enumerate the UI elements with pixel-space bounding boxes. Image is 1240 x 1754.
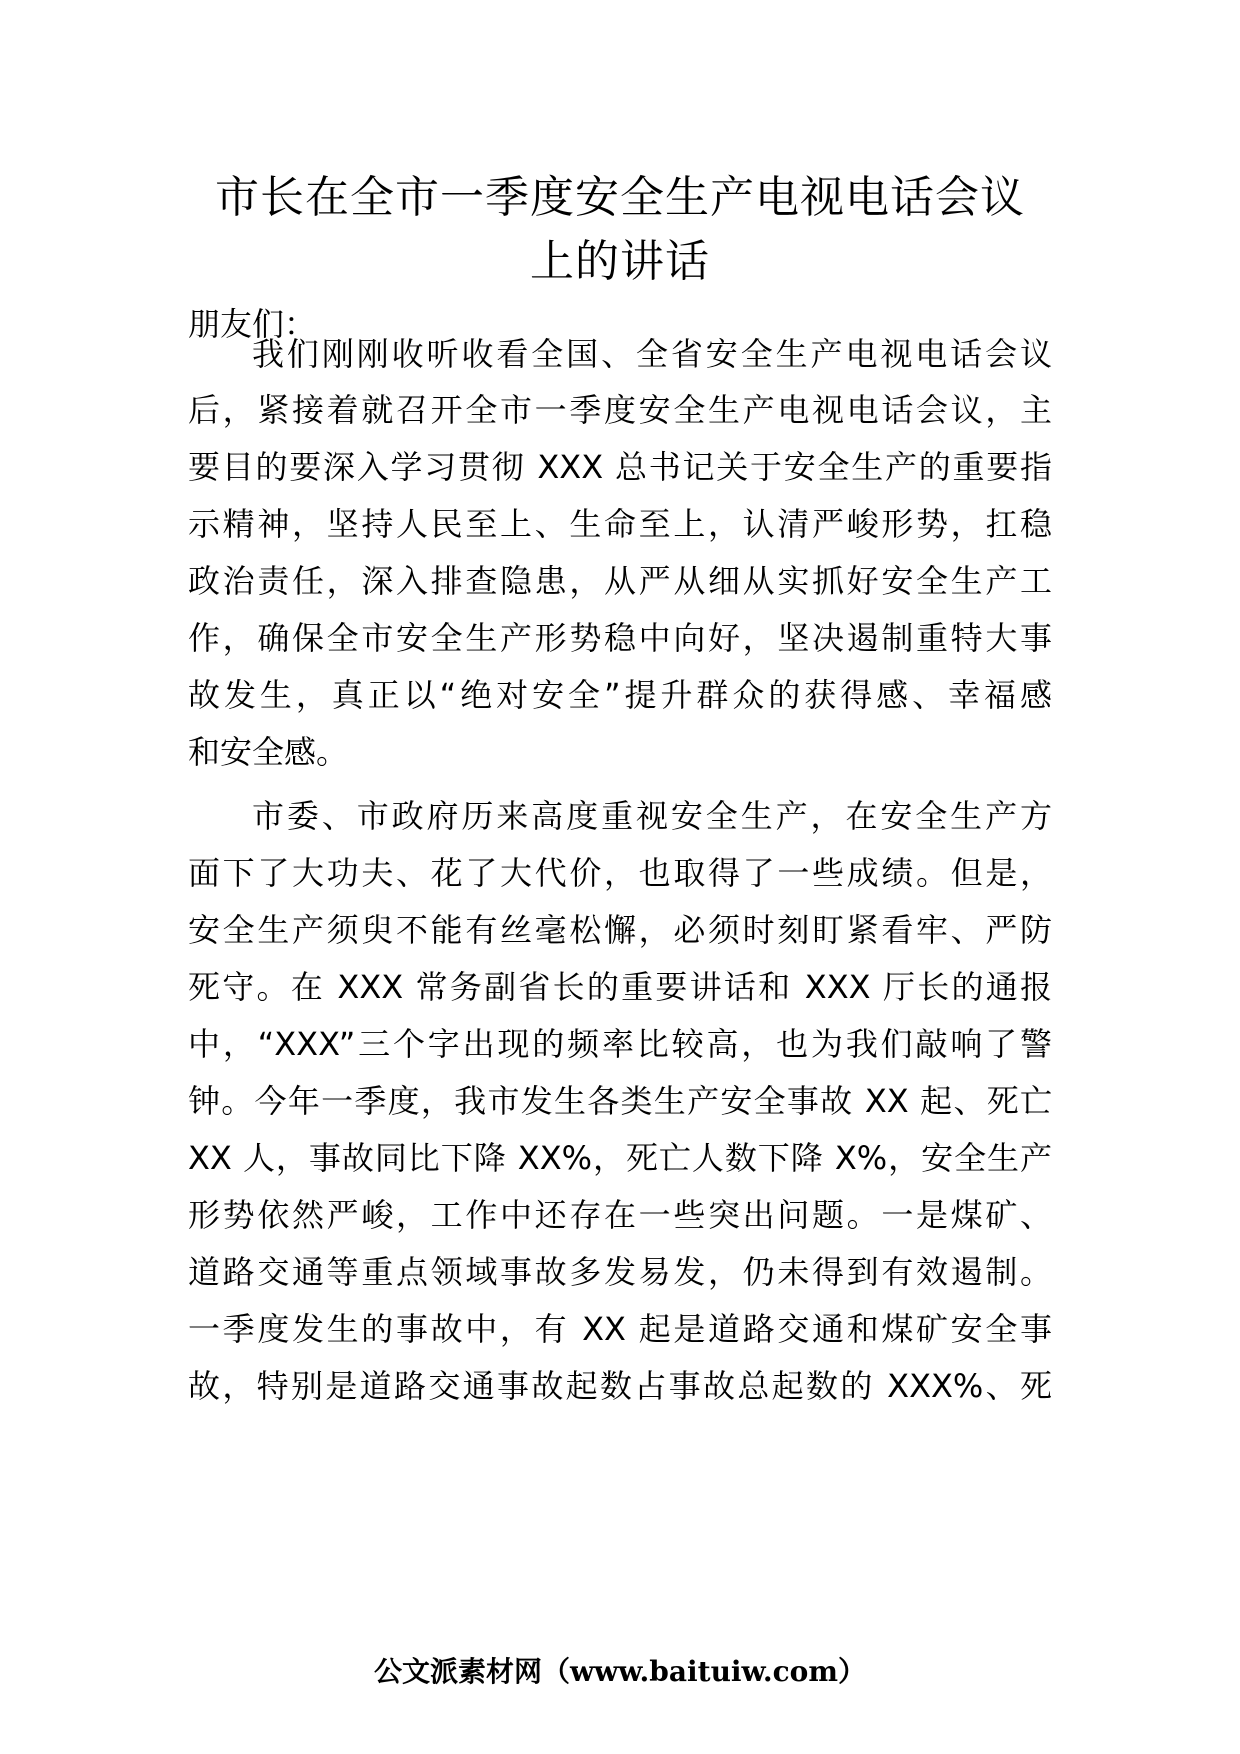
document-title-line-1: 市长在全市一季度安全生产电视电话会议 [215,172,1025,223]
paragraph-1-line-1: 我们刚刚收听收看全国、全省安全生产电视电话会议 [252,335,1052,373]
document-title-line-2: 上的讲话 [530,236,710,287]
paragraph-2-line-7: XX 人，事故同比下降 XX%，死亡人数下降 X%，安全生产 [188,1139,1052,1177]
paragraph-1-line-7: 故发生，真正以“绝对安全”提升群众的获得感、幸福感 [188,676,1052,714]
paragraph-2-line-2: 面下了大功夫、花了大代价，也取得了一些成绩。但是， [188,854,1052,892]
paragraph-2-line-1: 市委、市政府历来高度重视安全生产，在安全生产方 [252,797,1052,835]
paragraph-2-line-4: 死守。在 XXX 常务副省长的重要讲话和 XXX 厅长的通报 [188,968,1052,1006]
paragraph-1-line-3: 要目的要深入学习贯彻 XXX 总书记关于安全生产的重要指 [188,448,1052,486]
paragraph-1-line-4: 示精神，坚持人民至上、生命至上，认清严峻形势，扛稳 [188,505,1052,543]
paragraph-1-line-5: 政治责任，深入排查隐患，从严从细从实抓好安全生产工 [188,562,1052,600]
paragraph-2-line-5: 中，“XXX”三个字出现的频率比较高，也为我们敲响了警 [188,1025,1052,1063]
footer-watermark: 公文派素材网（www.baituiw.com） [374,1655,866,1688]
paragraph-1-line-2: 后，紧接着就召开全市一季度安全生产电视电话会议，主 [188,391,1052,429]
paragraph-1-line-6: 作，确保全市安全生产形势稳中向好，坚决遏制重特大事 [188,619,1052,657]
paragraph-2-line-8: 形势依然严峻，工作中还存在一些突出问题。一是煤矿、 [188,1196,1052,1234]
paragraph-1-line-8: 和安全感。 [188,733,349,771]
paragraph-2-line-9: 道路交通等重点领域事故多发易发，仍未得到有效遏制。 [188,1253,1052,1291]
paragraph-2-line-10: 一季度发生的事故中，有 XX 起是道路交通和煤矿安全事 [188,1310,1052,1348]
paragraph-2-line-6: 钟。今年一季度，我市发生各类生产安全事故 XX 起、死亡 [188,1082,1052,1120]
paragraph-2-line-3: 安全生产须臾不能有丝毫松懈，必须时刻盯紧看牢、严防 [188,911,1052,949]
salutation: 朋友们： [188,305,317,343]
paragraph-2-line-11: 故，特别是道路交通事故起数占事故总起数的 XXX%、死 [188,1367,1052,1405]
